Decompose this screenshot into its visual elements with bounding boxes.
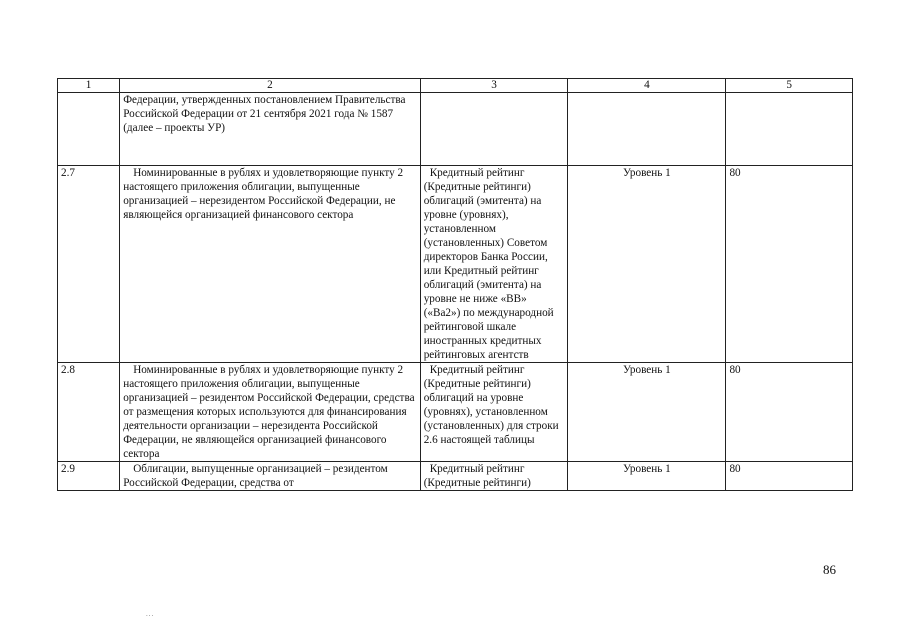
description-text: Облигации, выпущенные организацией – резидентом Российской Федерации, средства от [123,463,388,489]
liquidity-level [568,93,726,166]
column-header: 5 [726,79,853,93]
column-header: 4 [568,79,726,93]
scan-artifact: ... [146,610,155,618]
row-number: 2.8 [58,363,120,462]
asset-description [120,93,420,166]
description-text: Номинированные в рублях и удовлетворяющие пункту 2 настоящего приложения облигации, выпущенные организацией – резидентом Российской Федерации, средства от размещения которых используются для финансирования деятельности организации – нерезидента Российской Федерации, не являющейся организацией финансового сектора [123,364,415,460]
description-text: Федерации, утвержденных постановлением Правительства Российской Федерации от 21 сентября 2021 года № 1587 (далее – проекты УР) [123,94,406,134]
table-header-row [58,79,853,93]
table-row [58,166,853,363]
coefficient-value: 80 [726,363,853,462]
liquidity-level: Уровень 1 [568,166,726,363]
credit-rating-requirement [420,363,568,462]
coefficient-value [726,93,853,166]
liquidity-level: Уровень 1 [568,462,726,491]
table-row [58,93,853,166]
row-number [58,93,120,166]
asset-description [120,363,420,462]
credit-rating-requirement [420,93,568,166]
credit-rating-text: Кредитный рейтинг (Кредитные рейтинги) облигаций (эмитента) на уровне (уровнях), установленном (установленных) Советом директоров Банка России, или Кредитный рейтинг облигаций (эмитента) на уровне не ниже «BB» («Ba2») по международной рейтинговой шкале иностранных кредитных рейтинговых агентств [423,167,554,361]
coefficient-value: 80 [726,462,853,491]
credit-rating-requirement [420,462,568,491]
liquidity-level: Уровень 1 [568,363,726,462]
row-number: 2.7 [58,166,120,363]
credit-rating-text: Кредитный рейтинг (Кредитные рейтинги) [423,463,531,489]
column-header: 3 [420,79,568,93]
row-number: 2.9 [58,462,120,491]
credit-rating-text: Кредитный рейтинг (Кредитные рейтинги) облигаций на уровне (уровнях), установленном (установленных) для строки 2.6 настоящей таблицы [423,364,559,446]
column-header: 1 [58,79,120,93]
credit-rating-requirement [420,166,568,363]
asset-description [120,166,420,363]
page-number: 86 [823,562,836,577]
asset-description [120,462,420,491]
table-row [58,363,853,462]
description-text: Номинированные в рублях и удовлетворяющие пункту 2 настоящего приложения облигации, выпущенные организацией – нерезидентом Российской Федерации, не являющейся организацией финансового сектора [123,167,404,221]
coefficient-value: 80 [726,166,853,363]
table-row [58,462,853,491]
column-header: 2 [120,79,420,93]
rating-table [57,78,853,491]
